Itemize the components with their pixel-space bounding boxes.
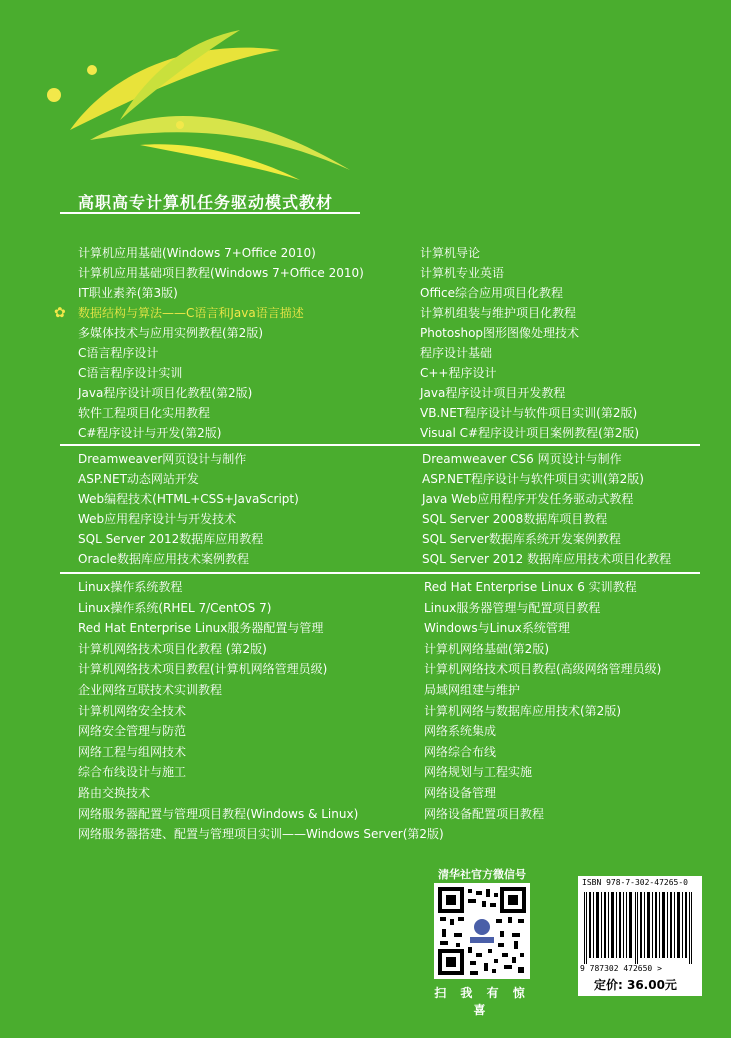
list-item: Red Hat Enterprise Linux 6 实训教程 xyxy=(424,580,637,594)
title-underline xyxy=(60,212,360,214)
group3-right-list xyxy=(424,577,661,824)
list-item: C#程序设计与开发(第2版) xyxy=(78,426,222,440)
list-item: ASP.NET动态网站开发 xyxy=(78,472,199,486)
section-divider xyxy=(60,572,700,574)
list-item: SQL Server 2008数据库项目教程 xyxy=(422,512,608,526)
list-item: Visual C#程序设计项目案例教程(第2版) xyxy=(420,426,640,440)
list-item: C语言程序设计 xyxy=(78,346,159,360)
list-item: Web应用程序设计与开发技术 xyxy=(78,512,237,526)
list-item: Red Hat Enterprise Linux服务器配置与管理 xyxy=(78,621,324,636)
list-item: SQL Server 2012数据库应用教程 xyxy=(78,532,264,546)
list-item: 计算机网络技术项目教程(高级网络管理员级) xyxy=(424,662,662,677)
list-item: C语言程序设计实训 xyxy=(78,366,183,380)
series-title: 高职高专计算机任务驱动模式教材 xyxy=(78,193,334,212)
list-item: Dreamweaver CS6 网页设计与制作 xyxy=(422,452,622,466)
list-item: 计算机导论 xyxy=(420,246,481,260)
group2-left-list xyxy=(78,449,299,569)
group2-right-list xyxy=(422,449,671,569)
list-item: 多媒体技术与应用实例教程(第2版) xyxy=(78,326,263,340)
list-item: 网络综合布线 xyxy=(424,744,497,759)
list-item: 计算机网络与数据库应用技术(第2版) xyxy=(424,703,621,718)
list-item: 软件工程项目化实用教程 xyxy=(78,406,211,420)
list-item: Dreamweaver网页设计与制作 xyxy=(78,452,247,466)
list-item: Linux服务器管理与配置项目教程 xyxy=(424,600,601,615)
group3-left-list xyxy=(78,577,444,845)
section-divider xyxy=(60,444,700,446)
list-item: 计算机组装与维护项目化教程 xyxy=(420,306,577,320)
list-item: IT职业素养(第3版) xyxy=(78,286,178,300)
list-item: 计算机网络安全技术 xyxy=(78,703,187,718)
list-item: 计算机应用基础项目教程(Windows 7+Office 2010) xyxy=(78,266,364,280)
list-item: Java程序设计项目化教程(第2版) xyxy=(78,386,253,400)
list-item: 计算机网络基础(第2版) xyxy=(424,641,549,656)
list-item: 计算机网络技术项目化教程 (第2版) xyxy=(78,641,267,656)
isbn-number: ISBN 978-7-302-47265-0 xyxy=(582,878,688,887)
qr-code[interactable] xyxy=(434,883,530,979)
list-item: 综合布线设计与施工 xyxy=(78,765,187,780)
list-item: 计算机应用基础(Windows 7+Office 2010) xyxy=(78,246,316,260)
list-item: 程序设计基础 xyxy=(420,346,493,360)
list-item: 网络安全管理与防范 xyxy=(78,724,187,739)
decorative-swirl xyxy=(30,20,390,180)
list-item: Photoshop图形图像处理技术 xyxy=(420,326,580,340)
list-item: Office综合应用项目化教程 xyxy=(420,286,564,300)
list-item: ASP.NET程序设计与软件项目实训(第2版) xyxy=(422,472,644,486)
list-item: 计算机专业英语 xyxy=(420,266,505,280)
list-item: 局域网组建与维护 xyxy=(424,682,521,697)
list-item: Windows与Linux系统管理 xyxy=(424,621,570,636)
list-item: Linux操作系统教程 xyxy=(78,580,183,594)
list-item: VB.NET程序设计与软件项目实训(第2版) xyxy=(420,406,638,420)
list-item: Oracle数据库应用技术案例教程 xyxy=(78,552,250,566)
list-item: 网络规划与工程实施 xyxy=(424,765,533,780)
list-item: SQL Server数据库系统开发案例教程 xyxy=(422,532,621,546)
list-item: 网络工程与组网技术 xyxy=(78,744,187,759)
price-label: 定价: 36.00元 xyxy=(594,978,677,992)
list-item: Java Web应用程序开发任务驱动式教程 xyxy=(422,492,634,506)
list-item: Linux操作系统(RHEL 7/CentOS 7) xyxy=(78,600,272,615)
barcode-digits: 9 787302 472650 > xyxy=(580,964,662,973)
flower-bullet-icon: ✿ xyxy=(54,305,66,321)
group1-left-list xyxy=(78,243,364,443)
list-item: 计算机网络技术项目教程(计算机网络管理员级) xyxy=(78,662,328,677)
list-item: 企业网络互联技术实训教程 xyxy=(78,682,223,697)
list-item: Java程序设计项目开发教程 xyxy=(420,386,566,400)
list-item: SQL Server 2012 数据库应用技术项目化教程 xyxy=(422,552,672,566)
list-item: 网络设备配置项目教程 xyxy=(424,806,545,821)
list-item: 路由交换技术 xyxy=(78,785,151,800)
list-item-highlighted: 数据结构与算法——C语言和Java语言描述 xyxy=(78,306,304,320)
list-item: Web编程技术(HTML+CSS+JavaScript) xyxy=(78,492,299,506)
list-item: 网络系统集成 xyxy=(424,724,497,739)
list-item: 网络服务器配置与管理项目教程(Windows & Linux) xyxy=(78,806,359,821)
list-item: C++程序设计 xyxy=(420,366,497,380)
isbn-barcode-panel xyxy=(578,876,702,996)
qr-subcaption: 扫 我 有 惊 喜 xyxy=(434,986,530,1017)
qr-caption: 清华社官方微信号 xyxy=(438,868,526,881)
barcode-graphic xyxy=(584,892,696,964)
list-item: 网络服务器搭建、配置与管理项目实训——Windows Server(第2版) xyxy=(78,827,444,842)
group1-right-list xyxy=(420,243,639,443)
list-item: 网络设备管理 xyxy=(424,785,497,800)
